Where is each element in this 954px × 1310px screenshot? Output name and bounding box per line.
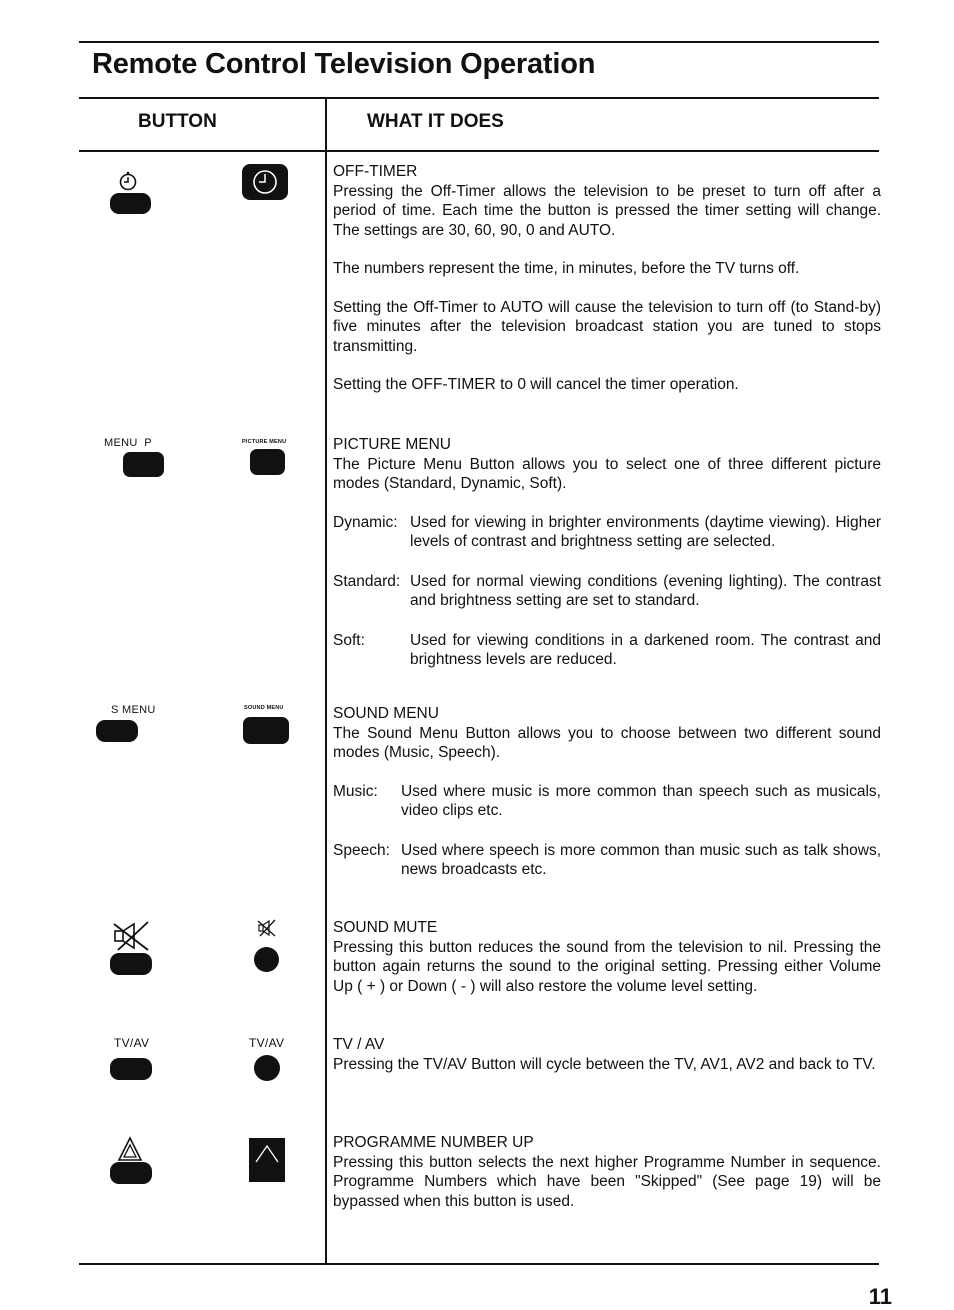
programme-up-button[interactable]	[110, 1162, 152, 1184]
tvav-button[interactable]	[110, 1058, 152, 1080]
off-timer-button-alt[interactable]	[242, 164, 288, 200]
menu-p-label: MENU P	[104, 437, 152, 449]
off-timer-heading: OFF-TIMER	[333, 163, 418, 180]
sound-mute-heading: SOUND MUTE	[333, 919, 438, 936]
programme-up-icon	[117, 1136, 143, 1162]
mode-term: Speech:	[333, 841, 390, 859]
picture-menu-button-alt[interactable]	[250, 449, 285, 475]
column-header-button: BUTTON	[138, 111, 217, 132]
picture-menu-section	[333, 435, 881, 688]
mode-desc: Used where speech is more common than music such as talk shows, news broadcasts etc.	[401, 841, 881, 878]
mode-term: Soft:	[333, 631, 365, 649]
off-timer-paragraph-2: The numbers represent the time, in minutes, before the TV turns off.	[333, 260, 800, 277]
picture-mode-soft	[333, 631, 881, 670]
column-header-what: WHAT IT DOES	[367, 111, 504, 132]
picture-mode-dynamic	[333, 513, 881, 552]
programme-up-section	[333, 1133, 881, 1230]
bottom-rule	[79, 1263, 879, 1265]
off-timer-paragraph-4: Setting the OFF-TIMER to 0 will cancel the timer operation.	[333, 376, 739, 393]
sound-menu-paragraph: The Sound Menu Button allows you to choose between two different sound modes (Music, Speech).	[333, 724, 881, 761]
sound-menu-button[interactable]	[96, 720, 138, 742]
sound-menu-label: SOUND MENU	[244, 705, 284, 711]
header-rule	[79, 150, 879, 152]
picture-mode-standard	[333, 572, 881, 611]
mute-icon	[112, 920, 152, 952]
tvav-paragraph: Pressing the TV/AV Button will cycle between the TV, AV1, AV2 and back to TV.	[333, 1055, 876, 1073]
tvav-label-left: TV/AV	[114, 1036, 150, 1050]
s-menu-label: S MENU	[111, 704, 156, 716]
page-title: Remote Control Television Operation	[92, 48, 596, 80]
off-timer-button[interactable]	[110, 193, 151, 214]
tvav-label-right: TV/AV	[249, 1036, 285, 1050]
mode-desc: Used where music is more common than speech such as musicals, video clips etc.	[401, 782, 881, 819]
off-timer-section	[333, 162, 881, 414]
mode-term: Standard:	[333, 572, 401, 590]
programme-up-paragraph: Pressing this button selects the next higher Programme Number in sequence. Programme Numbers which have been "Skipped" (See page 19) will be bypassed when this button is used.	[333, 1153, 881, 1210]
mode-desc: Used for viewing in brighter environments (daytime viewing). Higher levels of contrast and brightness setting are selected.	[410, 513, 881, 550]
sound-menu-button-alt[interactable]	[243, 717, 289, 744]
mode-term: Music:	[333, 782, 378, 800]
picture-menu-button[interactable]	[123, 452, 164, 477]
sound-mode-music	[333, 782, 881, 821]
programme-up-button-alt[interactable]	[249, 1138, 285, 1182]
off-timer-paragraph-1: Pressing the Off-Timer allows the television to be preset to turn off after a period of time. Each time the button is pressed the timer setting will change. The settings are 30, 60, 90, 0 and AUTO.	[333, 182, 881, 239]
sound-menu-heading: SOUND MENU	[333, 705, 439, 722]
sound-mute-paragraph: Pressing this button reduces the sound from the television to nil. Pressing the button again returns the sound to the original setting. Pressing either Volume Up ( + ) or Down ( - ) will also restore the volume level setting.	[333, 938, 881, 995]
picture-menu-paragraph: The Picture Menu Button allows you to select one of three different picture modes (Standard, Dynamic, Soft).	[333, 455, 881, 492]
mode-desc: Used for normal viewing conditions (evening lighting). The contrast and brightness setting are set to standard.	[410, 572, 881, 609]
tvav-heading: TV / AV	[333, 1036, 385, 1053]
sound-menu-section	[333, 704, 881, 898]
title-rule	[79, 97, 879, 99]
mute-button-alt[interactable]	[254, 947, 279, 972]
top-rule	[79, 41, 879, 43]
sound-mute-section	[333, 918, 881, 1015]
tvav-section	[333, 1035, 881, 1093]
tvav-button-alt[interactable]	[254, 1055, 280, 1081]
page-number: 11	[868, 1284, 892, 1309]
timer-icon	[117, 170, 139, 192]
mute-button[interactable]	[110, 953, 152, 975]
programme-up-heading: PROGRAMME NUMBER UP	[333, 1134, 534, 1151]
mute-icon-small	[256, 918, 278, 938]
sound-mode-speech	[333, 841, 881, 880]
column-divider	[325, 98, 327, 1264]
picture-menu-label: PICTURE MENU	[242, 439, 287, 445]
mode-desc: Used for viewing conditions in a darkened room. The contrast and brightness levels are reduced.	[410, 631, 881, 668]
off-timer-paragraph-3: Setting the Off-Timer to AUTO will cause the television to turn off (to Stand-by) five minutes after the television broadcast station you are tuned to stops transmitting.	[333, 298, 881, 355]
picture-menu-heading: PICTURE MENU	[333, 436, 451, 453]
mode-term: Dynamic:	[333, 513, 398, 531]
